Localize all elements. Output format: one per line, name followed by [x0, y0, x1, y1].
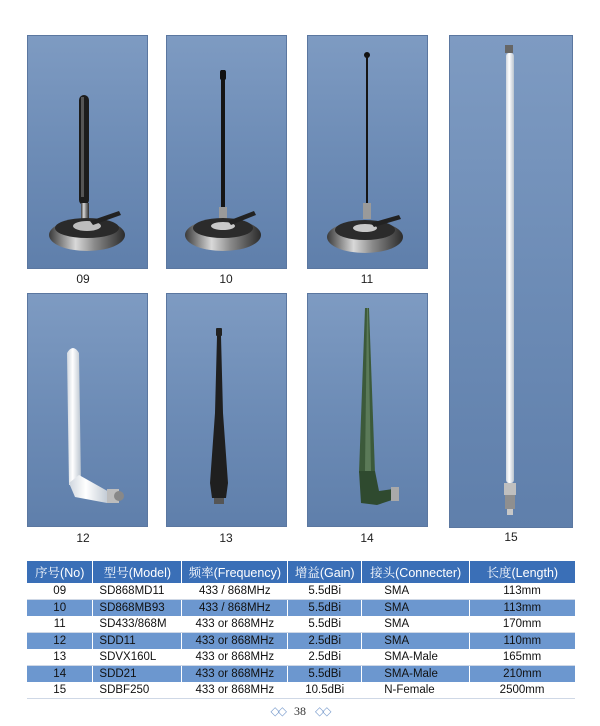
header-gain: 增益(Gain) [288, 561, 362, 583]
header-length: 长度(Length) [470, 561, 575, 583]
table-row [27, 633, 575, 650]
caption-15: 15 [504, 530, 518, 544]
caption-12: 12 [76, 531, 90, 545]
header-no: 序号(No) [27, 561, 93, 583]
cell-gain: 5.5dBi [288, 600, 362, 617]
spec-table [27, 561, 575, 699]
cell-frequency: 433 or 868MHz [182, 666, 288, 683]
cell-model: SDD21 [93, 666, 182, 683]
table-row [27, 649, 575, 666]
table-row [27, 600, 575, 617]
cell-frequency: 433 or 868MHz [182, 633, 288, 650]
page-number: 38 [294, 704, 306, 718]
cell-frequency: 433 or 868MHz [182, 649, 288, 666]
cell-model: SDD11 [93, 633, 182, 650]
cell-length: 113mm [470, 583, 575, 600]
caption-10: 10 [219, 272, 233, 286]
left-ornament-icon: ◇◇ [270, 704, 285, 718]
cell-model: SDBF250 [93, 682, 182, 699]
cell-length: 170mm [470, 616, 575, 633]
cell-no: 15 [27, 682, 93, 699]
header-connector: 接头(Connecter) [362, 561, 470, 583]
cell-connector: SMA [362, 600, 470, 617]
right-ornament-icon: ◇◇ [315, 704, 330, 718]
product-image-15 [449, 35, 573, 528]
table-row [27, 666, 575, 683]
table-header-row [27, 561, 575, 583]
cell-model: SD868MB93 [93, 600, 182, 617]
header-frequency: 频率(Frequency) [182, 561, 288, 583]
product-image-13 [166, 293, 287, 527]
caption-13: 13 [219, 531, 233, 545]
cell-gain: 10.5dBi [288, 682, 362, 699]
table-row [27, 583, 575, 600]
cell-no: 09 [27, 583, 93, 600]
cell-length: 165mm [470, 649, 575, 666]
product-image-14 [307, 293, 428, 527]
cell-connector: SMA-Male [362, 649, 470, 666]
cell-no: 11 [27, 616, 93, 633]
product-image-12 [27, 293, 148, 527]
cell-frequency: 433 or 868MHz [182, 616, 288, 633]
cell-frequency: 433 or 868MHz [182, 682, 288, 699]
antenna-12-illustration [27, 293, 148, 527]
cell-gain: 2.5dBi [288, 649, 362, 666]
cell-frequency: 433 / 868MHz [182, 583, 288, 600]
cell-length: 2500mm [470, 682, 575, 699]
cell-frequency: 433 / 868MHz [182, 600, 288, 617]
antenna-15-illustration [449, 35, 573, 528]
cell-model: SD868MD11 [93, 583, 182, 600]
cell-length: 210mm [470, 666, 575, 683]
table-row [27, 616, 575, 633]
cell-length: 110mm [470, 633, 575, 650]
cell-gain: 2.5dBi [288, 633, 362, 650]
product-image-11 [307, 35, 428, 269]
cell-connector: N-Female [362, 682, 470, 699]
caption-14: 14 [360, 531, 374, 545]
cell-connector: SMA [362, 583, 470, 600]
caption-11: 11 [360, 272, 374, 286]
antenna-10-illustration [166, 35, 287, 269]
caption-09: 09 [76, 272, 90, 286]
table-row [27, 682, 575, 699]
cell-gain: 5.5dBi [288, 666, 362, 683]
cell-gain: 5.5dBi [288, 616, 362, 633]
cell-no: 14 [27, 666, 93, 683]
header-model: 型号(Model) [93, 561, 182, 583]
antenna-09-illustration [27, 35, 148, 269]
cell-no: 12 [27, 633, 93, 650]
antenna-14-illustration [307, 293, 428, 527]
cell-model: SDVX160L [93, 649, 182, 666]
cell-no: 13 [27, 649, 93, 666]
cell-model: SD433/868M [93, 616, 182, 633]
antenna-13-illustration [166, 293, 287, 527]
cell-connector: SMA [362, 616, 470, 633]
page-footer [0, 704, 600, 719]
cell-connector: SMA [362, 633, 470, 650]
cell-length: 113mm [470, 600, 575, 617]
cell-no: 10 [27, 600, 93, 617]
cell-connector: SMA-Male [362, 666, 470, 683]
product-image-10 [166, 35, 287, 269]
cell-gain: 5.5dBi [288, 583, 362, 600]
antenna-11-illustration [307, 35, 428, 269]
product-image-09 [27, 35, 148, 269]
